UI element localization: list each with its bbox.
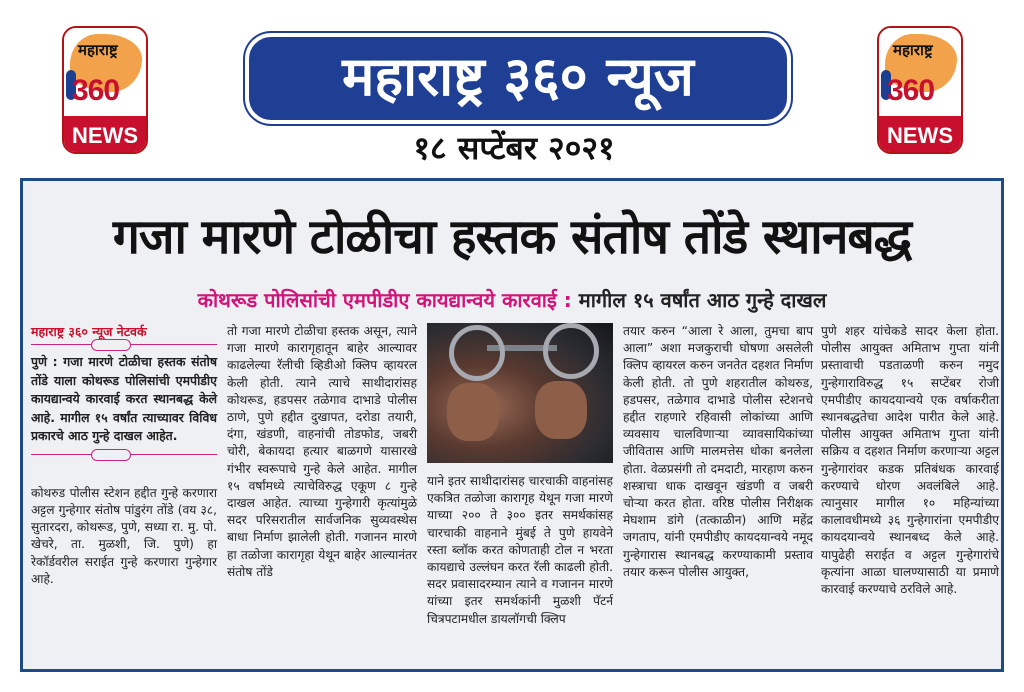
column-5 [821,323,999,598]
logo-state-text: महाराष्ट्र [893,41,933,59]
logo-state-text: महाराष्ट्र [78,41,118,59]
column-1 [31,323,217,588]
handcuffs-photo [427,323,613,463]
article-headline: गजा मारणे टोळीचा हस्तक संतोष तोंडे स्थानबद्ध [112,209,912,265]
divider [31,344,217,345]
logo-number: 360 [72,74,120,107]
hand-shape [447,383,499,441]
subhead-rest: मागील १५ वर्षांत आठ गुन्हे दाखल [571,288,827,312]
article-subhead [23,286,1001,313]
hand-shape [535,381,587,439]
handcuff-icon [449,325,505,381]
logo-news-label: NEWS [64,116,146,154]
article-frame [20,178,1004,672]
logo-left [62,26,148,154]
lead-paragraph: पुणे : गजा मारणे टोळीचा हस्तक संतोष तोंडे याला कोथरूड पोलिसांची एमपीडीए कायद्यान्वये कारवाई करत स्थानबद्ध केले आहे. मागील १५ वर्षांत त्याच्यावर विविध प्रकारचे आठ गुन्हे दाखल आहेत. [31,354,217,444]
column-4 [623,323,813,581]
subhead-highlight: कोथरूड पोलिसांची एमपीडीए कायद्यान्वये कारवाई : [197,288,572,312]
column-2 [227,323,417,581]
logo-right [877,26,963,154]
issue-date: १८ सप्टेंबर २०२१ [413,129,615,167]
masthead-title: महाराष्ट्र ३६० न्यूज [245,33,791,124]
body-paragraph: पुणे शहर यांचेकडे सादर केला होता. पोलीस आयुक्त अमिताभ गुप्ता यांनी प्रस्तावाची पडताळणी करुन नमुद गुन्हेगाराविरुद्ध १५ सप्टेंबर रोजी एमपीडीए कायदयान्वये एक वर्षाकरीता स्थानबद्धतेचा आदेश पारीत केले आहे. पोलीस आयुक्त अमिताभ गुप्ता यांनी सक्रिय व दहशत निर्माण करणाऱ्या अट्टल गुन्हेगारांवर कडक प्रतिबंधक कारवाई करण्याचे धोरण अवलंबिले आहे. त्यानुसार मागील १० महिन्यांच्या कालावधीमध्ये ३६ गुन्हेगारांना एमपीडीए कायदयान्वये स्थानबध्द केले आहे. यापुढेही सराईत व अट्टल गुन्हेगारांचे कृत्यांना आळा घालण्यासाठी या प्रमाणे कारवाई करण्याचे ठरविले आहे. [821,324,999,597]
handcuff-icon [543,323,599,379]
byline: महाराष्ट्र ३६० न्यूज नेटवर्क [31,324,147,339]
logo-news-label: NEWS [879,116,961,154]
logo-number: 360 [887,74,935,107]
body-paragraph: कोथरुड पोलीस स्टेशन हद्दीत गुन्हे करणारा अट्टल गुन्हेगार संतोष पांडुरंग तोंडे (वय ३८, सुतारदरा, कोथरूड, पुणे, सध्या रा. मु. पो. खेचरे, ता. मुळशी, जि. पुणे) हा रेकॉर्डवरील सराईत गुन्हे करणारा गुन्हेगार आहे. [31,485,217,586]
divider [31,454,217,455]
body-paragraph: तो गजा मारणे टोळीचा हस्तक असून, त्याने गजा मारणे कारागृहातून बाहेर आल्यावर काढलेल्या रॅलीची व्हिडीओ क्लिप व्हायरल केली होती. त्याने त्याचे साथीदारांसह कोथरूड, हडपसर तळेगाव दाभाडे पोलीस ठाणे, पुणे हद्दीत दुखापत, दरोडा तयारी, दंगा, खंडणी, वाहनांची तोडफोड, जबरी चोरी, बेकायदा हत्यार बाळगणे यासारखे गंभीर स्वरूपाचे गुन्हे केले आहेत. मागील १५ वर्षांमध्ये त्याचेविरुद्ध एकूण ८ गुन्हे दाखल आहेत. त्याच्या गुन्हेगारी कृत्यांमुळे सदर परिसरातील सार्वजनिक सुव्यवस्थेस बाधा निर्माण झालेली होती. गजानन मारणे हा तळोजा कारागृहा येथून बाहेर आल्यानंतर संतोष तोंडे [227,324,417,579]
body-paragraph: तयार करुन “आला रे आला, तुमचा बाप आला” अशा मजकुराची घोषणा असलेली क्लिप व्हायरल करुन जनतेत दहशत निर्माण केली होती. तो पुणे शहरातील कोथरुड, हडपसर, तळेगाव दाभाडे पोलीस स्टेशनचे हद्दीत राहणारे रहिवासी लोकांच्या आणि व्यवसाय चालविणाऱ्या व्यावसायिकांच्या जीवितास आणि मालमत्तेस धोका बनलेला होता. वेळप्रसंगी तो दमदाटी, मारहाण करुन शस्त्राचा धाक दाखवून खंडणी व जबरी चोऱ्या करत होता. वरिष्ठ पोलीस निरीक्षक मेघशाम डांगे (तत्काळीन) आणि महेंद्र जगताप, यांनी एमपीडीए कायदयान्वये नमूद गुन्हेगारास स्थानबद्ध करण्याकामी प्रस्ताव तयार करून पोलीस आयुक्त, [623,324,813,579]
column-3 [427,473,613,628]
body-paragraph: याने इतर साथीदारांसह चारचाकी वाहनांसह एकत्रित तळोजा कारागृह येथून गजा मारणे याच्या २०० ते ३०० इतर समर्थकांसह चारचाकी वाहनाने मुंबई ते पुणे हायवेने रस्ता ब्लॉक करत कोणताही टोल न भरता कायद्याचे उल्लंघन करत रॅली काढली होती. सदर प्रवासादरम्यान त्याने व गजानन मारणे यांच्या इतर समर्थकांनी मुळशी पॅटर्न चित्रपटामधील डायलॉगची क्लिप [427,474,613,626]
